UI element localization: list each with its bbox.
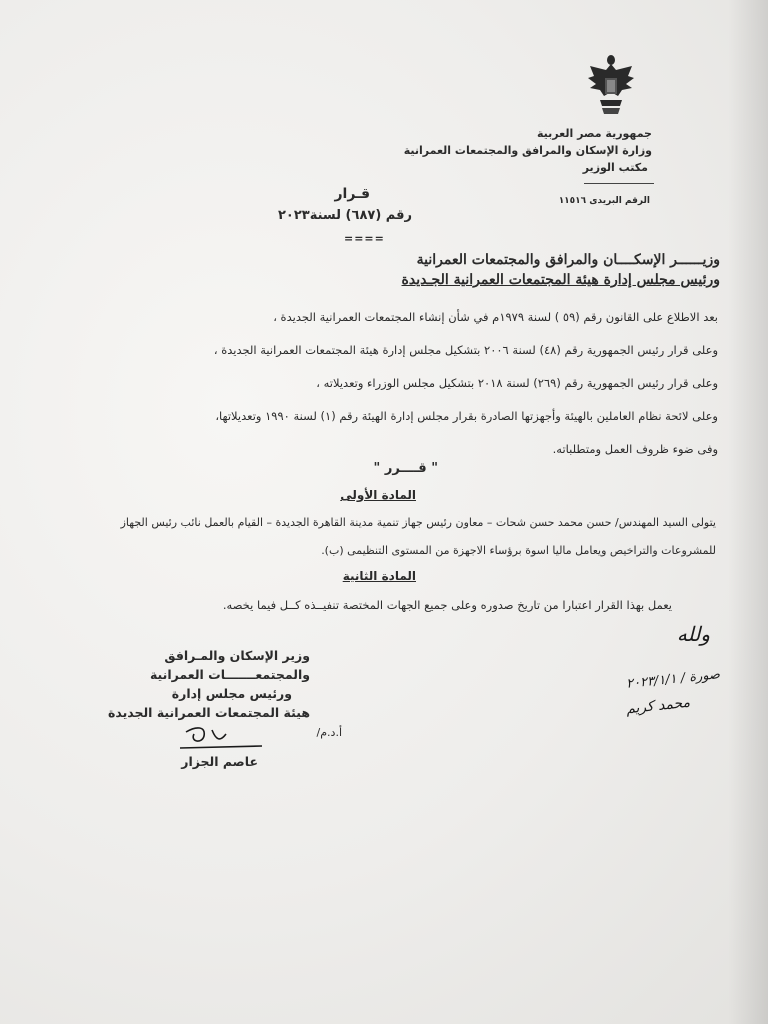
article-1-heading: المادة الأولى [340, 488, 416, 502]
decision-rule: ==== [344, 232, 385, 245]
letterhead [404, 125, 652, 176]
office-name: مكتب الوزير [582, 161, 648, 174]
ministry-name: وزارة الإسكان والمرافق والمجتمعات العمرانية [403, 144, 652, 157]
signature-title-2: والمجتمعـــــــات العمرانية [149, 667, 310, 682]
page-edge-shadow [728, 0, 768, 1024]
article-1-line-2: للمشروعات والتراخيص ويعامل ماليا اسوة برؤساء الاجهزة من المستوى التنظيمى (ب). [321, 544, 716, 557]
preamble-line-4: وعلى لائحة نظام العاملين بالهيئة وأجهزتها الصادرة بقرار مجلس إدارة الهيئة رقم (١) لسنة ١٩٩٠ وتعديلاتها، [215, 409, 718, 423]
preamble-line-3: وعلى قرار رئيس الجمهورية رقم (٢٦٩) لسنة ٢٠١٨ بتشكيل مجلس الوزراء وتعديلاته ، [316, 376, 718, 390]
signature-title-3: ورئيس مجلس إدارة [171, 686, 292, 701]
signature-title-4: هيئة المجتمعات العمرانية الجديدة [107, 705, 310, 720]
issuer-line-2: ورئيس مجلس إدارة هيئة المجتمعات العمرانية الجـديدة [401, 272, 720, 288]
signature-scribble-icon [176, 724, 266, 754]
decides-heading: " قــــرر " [373, 461, 438, 476]
preamble-line-1: بعد الاطلاع على القانون رقم (٥٩ ) لسنة ١٩٧٩م في شأن إنشاء المجتمعات العمرانية الجديدة ، [273, 310, 718, 324]
signature-block [108, 646, 310, 722]
signature-initials: أ.د.م/ [316, 726, 342, 739]
preamble-line-2: وعلى قرار رئيس الجمهورية رقم (٤٨) لسنة ٢٠٠٦ بتشكيل مجلس إدارة هيئة المجتمعات العمرانية الجديدة ، [213, 343, 718, 357]
handwritten-note-3: محمد كريم [625, 694, 691, 718]
handwritten-note-2: صورة / ٢٠٢٣/١/١ [625, 667, 721, 692]
article-2-line-1: يعمل بهذا القرار اعتبارا من تاريخ صدوره وعلى جميع الجهات المختصة تنفيــذه كــل فيما يخصه. [222, 598, 672, 612]
issuer-line-1: وزيــــــر الإسكــــان والمرافق والمجتمعات العمرانية [416, 252, 720, 268]
decision-title: قـرار [334, 186, 370, 202]
preamble-line-5: وفى ضوء ظروف العمل ومتطلباته. [552, 442, 718, 456]
header-divider [584, 183, 654, 184]
signatory-name: عاصم الجزار [181, 754, 258, 769]
signature-title-1: وزير الإسكان والمـرافق [164, 648, 310, 663]
handwritten-note-1: ولله [676, 622, 710, 646]
article-1-line-1: يتولى السيد المهندس/ حسن محمد حسن شحات – معاون رئيس جهاز تنمية مدينة القاهرة الجديدة – القيام بالعمل نائب رئيس الجهاز [120, 516, 716, 529]
article-2-heading: المادة الثانية [342, 569, 416, 583]
country-name: جمهورية مصر العربية [537, 127, 652, 140]
eagle-emblem-icon [586, 52, 636, 118]
decision-number: رقم (٦٨٧) لسنة٢٠٢٣ [277, 208, 412, 223]
postal-code: الرقم البريدى ١١٥١٦ [558, 196, 650, 206]
